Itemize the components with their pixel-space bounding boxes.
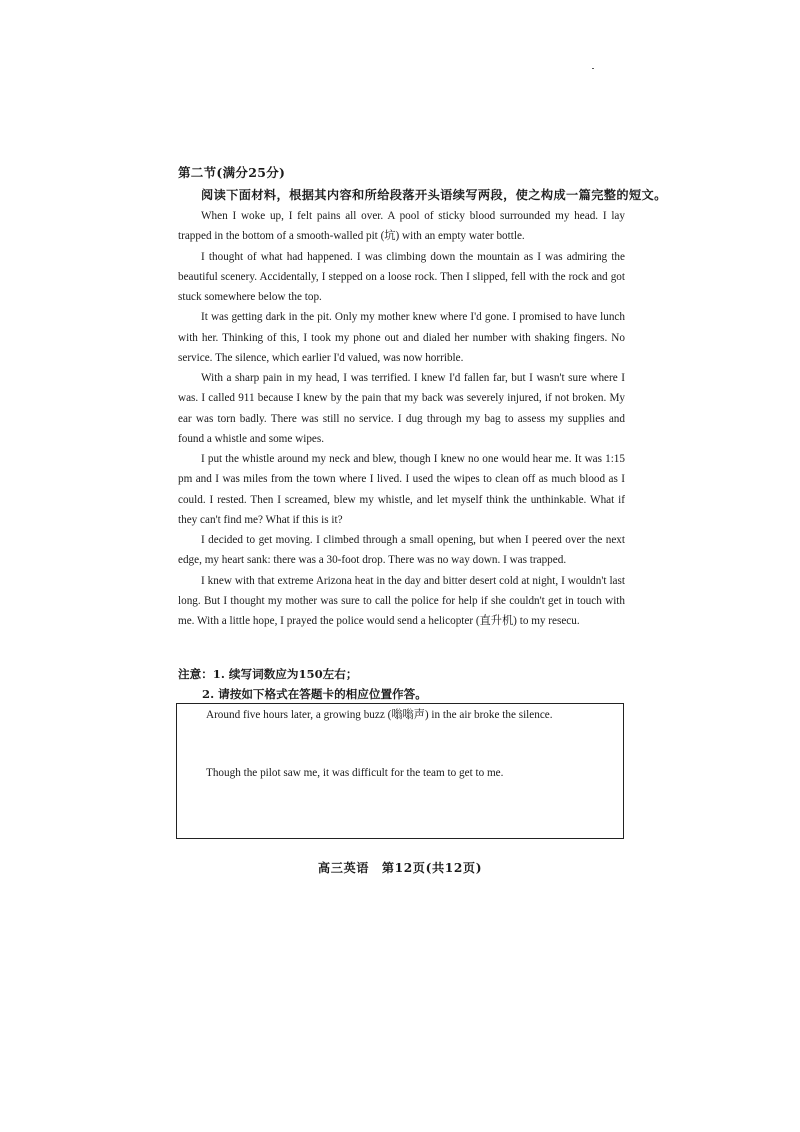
paragraph: It was getting dark in the pit. Only my mother knew where I'd gone. I promised to have lunch with her. Thinking of this, I took my phone out and dialed her number with shaking fingers. No service. The silence, which earlier I'd valued, was now horrible. [178,311,625,364]
paragraph-opener-2: Though the pilot saw me, it was difficult for the team to get to me. [206,767,504,779]
paragraph: With a sharp pain in my head, I was terrified. I knew I'd fallen far, but I wasn't sure where I was. I called 911 because I knew by the pain that my back was severely injured, if not broken. My ear was torn badly. There was still no service. I dug through my bag to assess my supplies and found a whistle and some wipes. [178,372,625,445]
paragraph: I knew with that extreme Arizona heat in the day and bitter desert cold at night, I wouldn't last long. But I thought my mother was sure to call the police for help if she couldn't get in touch with me. With a little hope, I prayed the police would send a helicopter (直升机) to my resecu. [178,574,625,627]
note-format: 2. 请按如下格式在答题卡的相应位置作答。 [202,687,427,701]
reading-passage [178,206,625,631]
note-word-count: 注意：1. 续写词数应为150左右； [178,667,358,681]
paragraph: I put the whistle around my neck and blew, though I knew no one would hear me. It was 1:15 pm and I was miles from the town where I lived. I used the wipes to clean off as much blood as I could. I rested. Then I screamed, blew my whistle, and let myself think the unthinkable. What if they can't find me? What if this is it? [178,453,625,526]
section-title: 第二节(满分25分) [178,165,286,180]
paragraph-opener-1: Around five hours later, a growing buzz (嗡嗡声) in the air broke the silence. [206,709,553,721]
answer-box [176,703,624,839]
instruction-text: 阅读下面材料，根据其内容和所给段落开头语续写两段，使之构成一篇完整的短文。 [201,188,667,202]
paragraph: When I woke up, I felt pains all over. A pool of sticky blood surrounded my head. I lay trapped in the bottom of a smooth-walled pit (坑) with an empty water bottle. [178,210,625,243]
paragraph: I thought of what had happened. I was climbing down the mountain as I was admiring the beautiful scenery. Accidentally, I stepped on a loose rock. Then I slipped, fell with the rock and got stuck somewhere below the top. [178,250,625,303]
paragraph: I decided to get moving. I climbed through a small opening, but when I peered over the next edge, my heart sank: there was a 30-foot drop. There was no way down. I was trapped. [178,534,625,567]
scan-speck [592,68,594,69]
notes [178,664,427,704]
page-footer: 高三英语 第12页(共12页) [317,861,483,875]
